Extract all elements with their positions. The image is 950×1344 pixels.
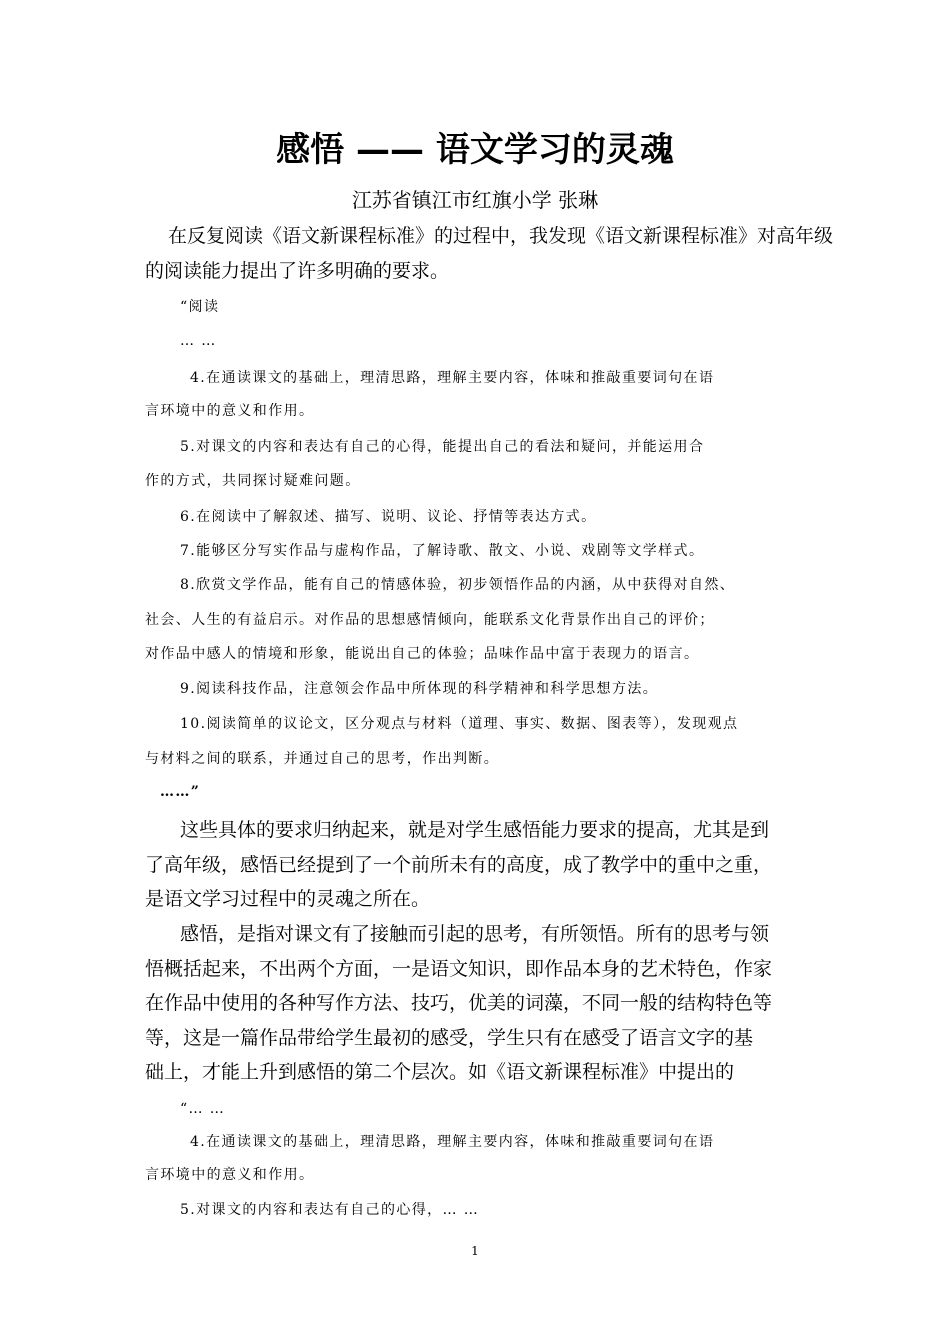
body-line: 感悟，是指对课文有了接触而引起的思考，有所领悟。所有的思考与领 (180, 923, 770, 945)
quote-line: 5.对课文的内容和表达有自己的心得，能提出自己的看法和疑问，并能运用合 (180, 439, 705, 455)
body-line: 等，这是一篇作品带给学生最初的感受，学生只有在感受了语言文字的基 (145, 1027, 754, 1049)
quote-line: “阅读 (180, 299, 220, 315)
author-line: 江苏省镇江市红旗小学 张琳 (351, 188, 599, 212)
body-line: 在作品中使用的各种写作方法、技巧，优美的词藻，不同一般的结构特色等 (145, 992, 773, 1014)
quote-line: 言环境中的意义和作用。 (145, 403, 315, 419)
quote-line: “… … (180, 1101, 226, 1117)
quote-line: 对作品中感人的情境和形象，能说出自己的体验；品味作品中富于表现力的语言。 (145, 646, 700, 662)
document-title: 感悟 —— 语文学习的灵魂 (276, 130, 674, 170)
quote-line: 6.在阅读中了解叙述、描写、说明、议论、抒情等表达方式。 (180, 509, 597, 525)
body-line: 了高年级，感悟已经提到了一个前所未有的高度，成了教学中的重中之重， (145, 854, 773, 876)
body-line: 悟概括起来，不出两个方面，一是语文知识，即作品本身的艺术特色，作家 (145, 958, 773, 980)
quote-line: 4.在通读课文的基础上，理清思路，理解主要内容，体味和推敲重要词句在语 (190, 1134, 715, 1150)
quote-line: … … (180, 333, 217, 349)
quote-line: 8.欣赏文学作品，能有自己的情感体验，初步领悟作品的内涵，从中获得对自然、 (180, 577, 736, 593)
body-line: 础上，才能上升到感悟的第二个层次。如《语文新课程标准》中提出的 (145, 1061, 735, 1083)
quote-line: 9.阅读科技作品，注意领会作品中所体现的科学精神和科学思想方法。 (180, 681, 659, 697)
quote-line: 10.阅读简单的议论文，区分观点与材料（道理、事实、数据、图表等），发现观点 (180, 716, 739, 732)
quote-line: 言环境中的意义和作用。 (145, 1167, 315, 1183)
quote-line: 社会、人生的有益启示。对作品的思想感情倾向，能联系文化背景作出自己的评价； (145, 612, 715, 628)
quote-line: 7.能够区分写实作品与虚构作品，了解诗歌、散文、小说、戏剧等文学样式。 (180, 543, 705, 559)
intro-line: 的阅读能力提出了许多明确的要求。 (145, 260, 450, 282)
quote-line: 作的方式，共同探讨疑难问题。 (145, 473, 361, 489)
page-number: 1 (471, 1244, 479, 1258)
body-line: 是语文学习过程中的灵魂之所在。 (145, 888, 431, 910)
quote-line: ……” (160, 784, 201, 800)
quote-line: 与材料之间的联系，并通过自己的思考，作出判断。 (145, 751, 500, 767)
body-line: 这些具体的要求归纳起来，就是对学生感悟能力要求的提高，尤其是到 (180, 819, 770, 841)
intro-line: 在反复阅读《语文新课程标准》的过程中，我发现《语文新课程标准》对高年级 (168, 225, 834, 247)
quote-line: 4.在通读课文的基础上，理清思路，理解主要内容，体味和推敲重要词句在语 (190, 370, 715, 386)
quote-line: 5.对课文的内容和表达有自己的心得，… … (180, 1202, 480, 1218)
